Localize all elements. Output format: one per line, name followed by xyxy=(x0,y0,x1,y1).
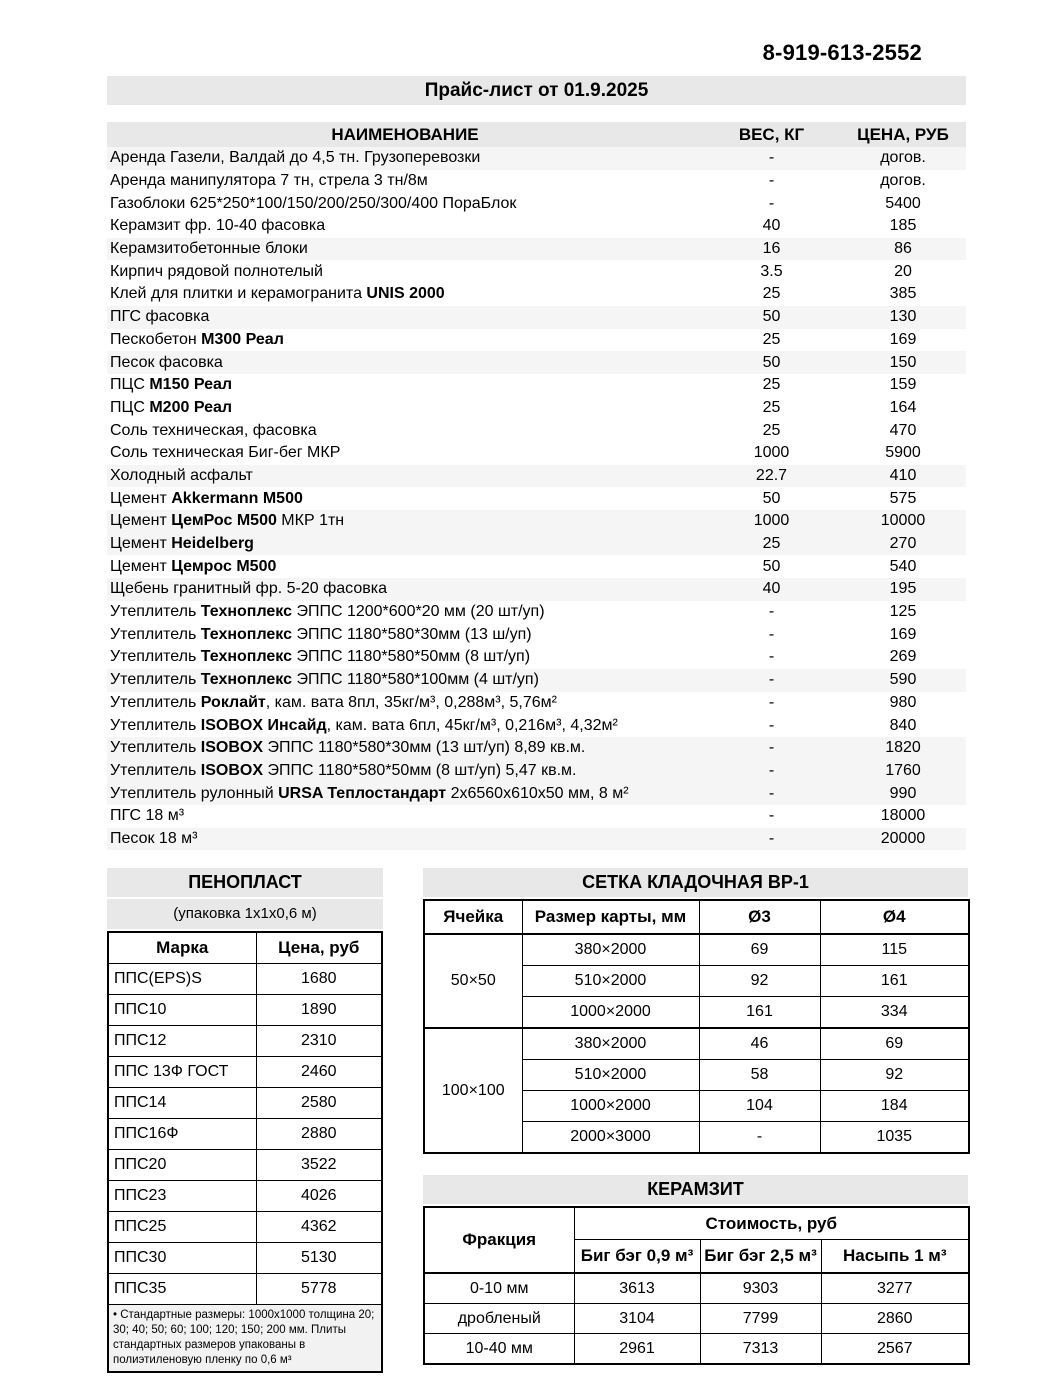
item-weight: - xyxy=(703,760,840,783)
text: Цемент xyxy=(110,489,172,507)
item-price: 269 xyxy=(889,648,917,666)
text: Аренда манипулятора 7 тн, стрела 3 тн/8м xyxy=(110,172,428,190)
text: Песок фасовка xyxy=(110,353,223,371)
keramzit-price-bigbag-09: 3613 xyxy=(574,1273,700,1304)
mesh-price-d4: 1035 xyxy=(820,1122,969,1154)
price-row xyxy=(107,192,966,215)
item-name xyxy=(107,555,703,578)
item-weight: - xyxy=(768,693,775,711)
price-row xyxy=(107,714,966,737)
text: ПЦС xyxy=(110,376,150,394)
item-name xyxy=(107,306,703,329)
item-name xyxy=(107,782,703,805)
foam-header-row xyxy=(108,932,382,964)
item-weight: 40 xyxy=(703,578,840,601)
item-name xyxy=(107,669,703,692)
item-weight: 16 xyxy=(703,238,840,261)
foam-table-subtitle: (упаковка 1х1х0,6 м) xyxy=(107,899,383,929)
item-price: 990 xyxy=(840,782,966,805)
text: МКР 1тн xyxy=(276,512,345,530)
item-price: 540 xyxy=(889,557,917,575)
keramzit-fraction: 0-10 мм xyxy=(424,1273,574,1304)
item-price: 169 xyxy=(889,625,917,643)
text: Утеплитель xyxy=(110,739,201,757)
item-name xyxy=(107,578,703,601)
item-name xyxy=(107,465,703,488)
item-price: 150 xyxy=(840,351,966,374)
item-price: 20000 xyxy=(840,828,966,851)
foam-row xyxy=(108,995,382,1026)
item-name xyxy=(107,260,703,283)
keramzit-header-row-1 xyxy=(424,1207,969,1240)
main-table-body xyxy=(107,147,966,850)
keramzit-fraction: 10-40 мм xyxy=(424,1334,574,1365)
header-price: ЦЕНА, РУБ xyxy=(840,122,966,147)
item-weight: 25 xyxy=(762,330,781,348)
item-name xyxy=(107,192,703,215)
bold-text: Роклайт xyxy=(200,693,266,711)
item-name xyxy=(107,283,703,306)
foam-price: 2310 xyxy=(256,1026,382,1057)
item-weight: - xyxy=(768,603,775,621)
keramzit-price-bulk: 2567 xyxy=(821,1334,969,1365)
bold-text: ISOBOX Инсайд xyxy=(200,716,327,734)
item-name xyxy=(107,329,703,352)
mesh-header-d4: Ø4 xyxy=(820,900,969,934)
mesh-price-d3: 104 xyxy=(699,1091,820,1122)
keramzit-row xyxy=(424,1334,969,1365)
text: , кам. вата 6пл, 45кг/м³, 0,216м³, 4,32м² xyxy=(326,716,618,734)
foam-row xyxy=(108,1274,382,1305)
header-weight: ВЕС, КГ xyxy=(703,122,840,147)
item-price: 159 xyxy=(889,376,917,394)
item-weight: - xyxy=(768,716,775,734)
text: ПГС фасовка xyxy=(110,308,210,326)
bold-text: Heidelberg xyxy=(171,535,254,553)
keramzit-header-fraction: Фракция xyxy=(424,1207,574,1273)
item-price: 385 xyxy=(889,285,917,303)
foam-price: 4362 xyxy=(256,1212,382,1243)
price-row xyxy=(107,306,966,329)
foam-mark: ППС25 xyxy=(108,1212,256,1243)
bold-text: ISOBOX xyxy=(200,739,264,757)
item-price: 270 xyxy=(840,533,966,556)
foam-row xyxy=(108,1181,382,1212)
bold-text: Техноплекс xyxy=(200,648,292,666)
item-price: 195 xyxy=(840,578,966,601)
item-price: 86 xyxy=(840,238,966,261)
foam-mark: ППС12 xyxy=(108,1026,256,1057)
text: Утеплитель xyxy=(110,648,201,666)
item-price: 125 xyxy=(889,603,917,621)
price-row xyxy=(107,601,966,624)
mesh-header-row xyxy=(424,900,969,934)
item-weight: - xyxy=(703,147,840,170)
item-name xyxy=(107,646,703,669)
mesh-price-d4: 92 xyxy=(820,1060,969,1091)
keramzit-header-bigbag-25: Биг бэг 2,5 м³ xyxy=(700,1240,821,1274)
price-row xyxy=(107,828,966,851)
text: ЭППС 1180*580*50мм (8 шт/уп) xyxy=(292,648,531,666)
foam-header-price: Цена, руб xyxy=(256,932,382,964)
item-name xyxy=(107,692,703,715)
mesh-price-d3: 92 xyxy=(699,966,820,997)
item-price: 18000 xyxy=(880,807,926,825)
header-name: НАИМЕНОВАНИЕ xyxy=(107,122,703,147)
foam-mark: ППС(EPS)S xyxy=(108,964,256,995)
foam-mark: ППС23 xyxy=(108,1181,256,1212)
mesh-card-size: 510×2000 xyxy=(522,966,699,997)
item-weight: - xyxy=(703,737,840,760)
keramzit-price-bigbag-25: 7313 xyxy=(700,1334,821,1365)
item-price: 130 xyxy=(840,306,966,329)
item-name xyxy=(107,533,703,556)
text: Соль техническая Биг-бег МКР xyxy=(110,444,341,462)
foam-footnote: • Стандартные размеры: 1000х1000 толщина 20; 30; 40; 50; 60; 100; 120; 150; 200 мм. Плиты стандартных размеров упакованы в полиэтиленовую пленку по 0,6 м³ xyxy=(108,1305,382,1372)
bold-text: Техноплекс xyxy=(200,625,292,643)
item-price: 590 xyxy=(840,669,966,692)
foam-row xyxy=(108,1119,382,1150)
item-name xyxy=(107,442,703,465)
item-weight: 25 xyxy=(762,285,781,303)
price-row xyxy=(107,487,966,510)
item-weight: 3.5 xyxy=(760,262,783,280)
bold-text: Техноплекс xyxy=(200,603,292,621)
text: Клей для плитки и керамогранита xyxy=(110,285,367,303)
text: Утеплитель xyxy=(110,716,201,734)
price-row xyxy=(107,283,966,306)
item-price: 840 xyxy=(889,716,917,734)
price-row xyxy=(107,782,966,805)
item-weight: - xyxy=(703,782,840,805)
foam-row xyxy=(108,1026,382,1057)
text: Аренда Газели, Валдай до 4,5 тн. Грузоперевозки xyxy=(110,149,481,167)
item-price: 5400 xyxy=(885,194,921,212)
text: ЭППС 1180*580*30мм (13 шт/уп) 8,89 кв.м. xyxy=(263,739,586,757)
mesh-price-d3: 69 xyxy=(699,934,820,966)
item-name xyxy=(107,238,703,261)
bold-text: URSA Теплостандарт xyxy=(278,784,447,802)
keramzit-table xyxy=(423,1206,970,1365)
foam-price: 2880 xyxy=(256,1119,382,1150)
text: 2х6560х610х50 мм, 8 м² xyxy=(446,784,629,802)
item-name xyxy=(107,397,703,420)
item-price: 164 xyxy=(889,398,917,416)
item-name xyxy=(107,351,703,374)
item-weight: 40 xyxy=(762,217,781,235)
item-weight: 25 xyxy=(762,376,781,394)
price-row xyxy=(107,805,966,828)
mesh-card-size: 380×2000 xyxy=(522,934,699,966)
text: Керамзит фр. 10-40 фасовка xyxy=(110,217,326,235)
price-row xyxy=(107,374,966,397)
item-weight: 50 xyxy=(703,306,840,329)
foam-price: 2580 xyxy=(256,1088,382,1119)
text: ПЦС xyxy=(110,398,150,416)
text: Керамзитобетонные блоки xyxy=(110,240,308,258)
text: Утеплитель xyxy=(110,761,201,779)
item-price: 470 xyxy=(889,421,917,439)
text: Холодный асфальт xyxy=(110,466,253,484)
bold-text: ЦемРос М500 xyxy=(171,512,277,530)
foam-price: 5778 xyxy=(256,1274,382,1305)
mesh-price-d3: 58 xyxy=(699,1060,820,1091)
page-title: Прайс-лист от 01.9.2025 xyxy=(107,76,966,105)
mesh-card-size: 510×2000 xyxy=(522,1060,699,1091)
bold-text: Akkermann M500 xyxy=(171,489,303,507)
foam-price: 2460 xyxy=(256,1057,382,1088)
mesh-price-d4: 184 xyxy=(820,1091,969,1122)
price-row xyxy=(107,351,966,374)
keramzit-price-bigbag-09: 3104 xyxy=(574,1304,700,1334)
text: Газоблоки 625*250*100/150/200/250/300/400 ПораБлок xyxy=(110,194,517,212)
keramzit-table-body xyxy=(424,1273,969,1364)
price-row xyxy=(107,760,966,783)
mesh-row xyxy=(424,1028,969,1060)
item-name xyxy=(107,510,703,533)
text: Песок 18 м³ xyxy=(110,829,198,847)
keramzit-price-bigbag-25: 9303 xyxy=(700,1273,821,1304)
text: ПГС 18 м³ xyxy=(110,807,185,825)
mesh-card-size: 1000×2000 xyxy=(522,1091,699,1122)
foam-price: 1680 xyxy=(256,964,382,995)
item-name xyxy=(107,760,703,783)
price-row xyxy=(107,555,966,578)
mesh-section xyxy=(423,868,968,1154)
mesh-table-body xyxy=(424,934,969,1153)
foam-row xyxy=(108,1150,382,1181)
item-weight: 25 xyxy=(703,533,840,556)
mesh-cell-size: 100×100 xyxy=(424,1028,522,1153)
keramzit-header-cost: Стоимость, руб xyxy=(574,1207,969,1240)
item-name xyxy=(107,170,703,193)
text: Пескобетон xyxy=(110,330,202,348)
bold-text: Цемрос М500 xyxy=(171,557,277,575)
item-price: 10000 xyxy=(840,510,966,533)
text: ЭППС 1200*600*20 мм (20 шт/уп) xyxy=(292,603,545,621)
foam-mark: ППС30 xyxy=(108,1243,256,1274)
item-weight: - xyxy=(768,807,775,825)
price-row xyxy=(107,737,966,760)
text: Утеплитель рулонный xyxy=(110,784,279,802)
item-name xyxy=(107,805,703,828)
item-weight: - xyxy=(768,172,775,190)
item-name xyxy=(107,828,703,851)
foam-mark: ППС16Ф xyxy=(108,1119,256,1150)
bold-text: UNIS 2000 xyxy=(366,285,445,303)
item-price: 185 xyxy=(889,217,917,235)
text: Утеплитель xyxy=(110,603,201,621)
item-price: догов. xyxy=(880,172,926,190)
price-row xyxy=(107,397,966,420)
item-price: 575 xyxy=(889,489,917,507)
price-row xyxy=(107,419,966,442)
foam-section xyxy=(107,868,383,1373)
price-row xyxy=(107,669,966,692)
item-price: 980 xyxy=(889,693,917,711)
price-row xyxy=(107,147,966,170)
keramzit-fraction: дробленый xyxy=(424,1304,574,1334)
mesh-price-d4: 334 xyxy=(820,997,969,1029)
mesh-price-d3: 46 xyxy=(699,1028,820,1060)
item-price: догов. xyxy=(840,147,966,170)
text: Цемент xyxy=(110,512,172,530)
price-row xyxy=(107,623,966,646)
mesh-header-size: Размер карты, мм xyxy=(522,900,699,934)
text: ЭППС 1180*580*30мм (13 ш/уп) xyxy=(292,625,532,643)
price-row xyxy=(107,510,966,533)
price-row xyxy=(107,170,966,193)
foam-header-mark: Марка xyxy=(108,932,256,964)
mesh-row xyxy=(424,934,969,966)
mesh-price-d4: 69 xyxy=(820,1028,969,1060)
item-price: 5900 xyxy=(885,444,921,462)
bold-text: М150 Реал xyxy=(149,376,233,394)
keramzit-header-bigbag-09: Биг бэг 0,9 м³ xyxy=(574,1240,700,1274)
mesh-card-size: 1000×2000 xyxy=(522,997,699,1029)
foam-price: 5130 xyxy=(256,1243,382,1274)
mesh-table-title: СЕТКА КЛАДОЧНАЯ ВР-1 xyxy=(423,868,968,897)
foam-row xyxy=(108,1057,382,1088)
item-name xyxy=(107,601,703,624)
keramzit-section xyxy=(423,1175,968,1365)
item-weight: - xyxy=(703,828,840,851)
price-row xyxy=(107,260,966,283)
item-name xyxy=(107,623,703,646)
item-price: 169 xyxy=(889,330,917,348)
price-row xyxy=(107,578,966,601)
item-weight: 22.7 xyxy=(703,465,840,488)
foam-footnote-row xyxy=(108,1305,382,1372)
keramzit-header-bulk: Насыпь 1 м³ xyxy=(821,1240,969,1274)
text: , кам. вата 8пл, 35кг/м³, 0,288м³, 5,76м² xyxy=(265,693,557,711)
text: Соль техническая, фасовка xyxy=(110,421,317,439)
item-name xyxy=(107,714,703,737)
mesh-price-d4: 161 xyxy=(820,966,969,997)
price-row xyxy=(107,215,966,238)
text: Щебень гранитный фр. 5-20 фасовка xyxy=(110,580,387,598)
text: Цемент xyxy=(110,557,172,575)
bold-text: Техноплекс xyxy=(200,671,292,689)
text: ЭППС 1180*580*50мм (8 шт/уп) 5,47 кв.м. xyxy=(263,761,577,779)
phone-number: 8-919-613-2552 xyxy=(762,40,922,65)
text: Утеплитель xyxy=(110,671,201,689)
item-price: 410 xyxy=(840,465,966,488)
mesh-cell-size: 50×50 xyxy=(424,934,522,1028)
item-name xyxy=(107,215,703,238)
item-name xyxy=(107,487,703,510)
item-weight: 50 xyxy=(703,351,840,374)
bold-text: М200 Реал xyxy=(149,398,233,416)
item-weight: 25 xyxy=(762,421,781,439)
price-row xyxy=(107,329,966,352)
price-row xyxy=(107,692,966,715)
price-row xyxy=(107,646,966,669)
mesh-card-size: 380×2000 xyxy=(522,1028,699,1060)
keramzit-price-bulk: 3277 xyxy=(821,1273,969,1304)
foam-mark: ППС 13Ф ГОСТ xyxy=(108,1057,256,1088)
foam-mark: ППС10 xyxy=(108,995,256,1026)
keramzit-table-title: КЕРАМЗИТ xyxy=(423,1175,968,1204)
keramzit-row xyxy=(424,1304,969,1334)
main-table-header-row xyxy=(107,122,966,147)
item-weight: - xyxy=(768,625,775,643)
foam-row xyxy=(108,1243,382,1274)
item-price: 1820 xyxy=(840,737,966,760)
mesh-price-d4: 115 xyxy=(820,934,969,966)
bold-text: М300 Реал xyxy=(201,330,284,348)
price-row xyxy=(107,442,966,465)
text: Цемент xyxy=(110,535,172,553)
price-row xyxy=(107,465,966,488)
foam-row xyxy=(108,964,382,995)
main-price-table xyxy=(107,122,966,850)
keramzit-row xyxy=(424,1273,969,1304)
foam-table-body xyxy=(108,964,382,1305)
item-price: 1760 xyxy=(840,760,966,783)
foam-mark: ППС20 xyxy=(108,1150,256,1181)
item-weight: - xyxy=(703,669,840,692)
text: ЭППС 1180*580*100мм (4 шт/уп) xyxy=(292,671,539,689)
item-weight: 1000 xyxy=(753,444,790,462)
mesh-price-d3: 161 xyxy=(699,997,820,1029)
mesh-table xyxy=(423,899,970,1154)
item-name xyxy=(107,374,703,397)
foam-price: 4026 xyxy=(256,1181,382,1212)
price-row xyxy=(107,238,966,261)
item-weight: 25 xyxy=(762,398,781,416)
mesh-price-d3: - xyxy=(699,1122,820,1154)
price-row xyxy=(107,533,966,556)
mesh-header-cell: Ячейка xyxy=(424,900,522,934)
item-name xyxy=(107,737,703,760)
item-weight: 50 xyxy=(762,489,781,507)
item-weight: 1000 xyxy=(703,510,840,533)
mesh-card-size: 2000×3000 xyxy=(522,1122,699,1154)
item-weight: - xyxy=(768,194,775,212)
keramzit-price-bulk: 2860 xyxy=(821,1304,969,1334)
text: Утеплитель xyxy=(110,625,201,643)
foam-mark: ППС14 xyxy=(108,1088,256,1119)
bold-text: ISOBOX xyxy=(200,761,264,779)
foam-row xyxy=(108,1088,382,1119)
keramzit-price-bigbag-09: 2961 xyxy=(574,1334,700,1365)
item-weight: 50 xyxy=(762,557,781,575)
foam-table xyxy=(107,931,383,1373)
foam-row xyxy=(108,1212,382,1243)
foam-price: 1890 xyxy=(256,995,382,1026)
mesh-header-d3: Ø3 xyxy=(699,900,820,934)
item-name xyxy=(107,419,703,442)
foam-price: 3522 xyxy=(256,1150,382,1181)
text: Кирпич рядовой полнотелый xyxy=(110,262,323,280)
foam-mark: ППС35 xyxy=(108,1274,256,1305)
item-price: 20 xyxy=(894,262,912,280)
text: Утеплитель xyxy=(110,693,201,711)
item-name xyxy=(107,147,703,170)
foam-table-title: ПЕНОПЛАСТ xyxy=(107,868,383,897)
item-weight: - xyxy=(768,648,775,666)
keramzit-price-bigbag-25: 7799 xyxy=(700,1304,821,1334)
